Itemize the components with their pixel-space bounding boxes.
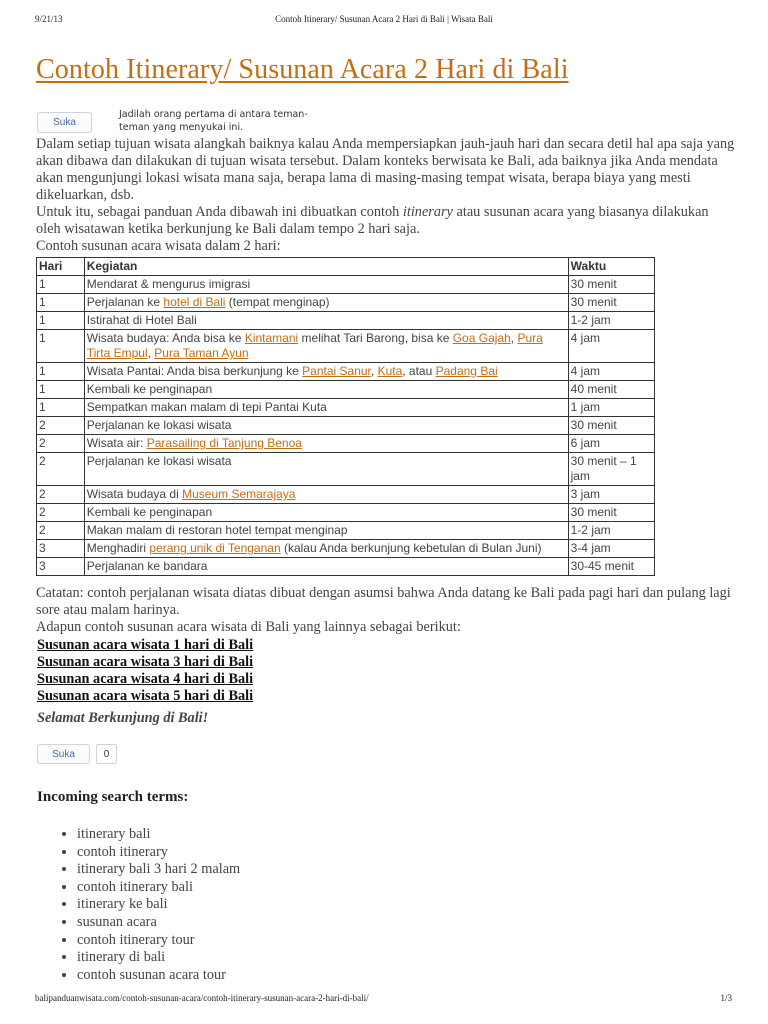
table-row: [37, 417, 655, 435]
like-button-bottom[interactable]: Suka: [37, 744, 90, 764]
cell-waktu: 4 jam: [568, 363, 654, 381]
cell-hari: 2: [37, 435, 85, 453]
place-link[interactable]: Kuta: [377, 364, 403, 378]
article-title[interactable]: Contoh Itinerary/ Susunan Acara 2 Hari di Bali: [36, 54, 569, 85]
cell-hari: 3: [37, 540, 85, 558]
cell-waktu: 30 menit – 1 jam: [568, 453, 654, 486]
print-page-title: Contoh Itinerary/ Susunan Acara 2 Hari di Bali | Wisata Bali: [275, 14, 493, 24]
header-hari: Hari: [37, 258, 85, 276]
place-link[interactable]: Kintamani: [244, 331, 299, 345]
cell-waktu: 30 menit: [568, 504, 654, 522]
itinerary-term: itinerary: [402, 204, 453, 220]
cell-waktu: 30 menit: [568, 294, 654, 312]
itinerary-text-b: atau susunan acara yang biasanya dilakukan oleh wisatawan ketika berkunjung ke Bali dalam tempo 2 hari saja.: [36, 204, 709, 237]
cell-hari: 1: [37, 294, 85, 312]
search-term-item: • itinerary bali 3 hari 2 malam: [77, 861, 240, 879]
activity-text: Wisata budaya di: [86, 487, 183, 501]
search-terms-list: [45, 826, 240, 984]
cell-waktu: 3-4 jam: [568, 540, 654, 558]
table-row: [37, 540, 655, 558]
table-row: [37, 522, 655, 540]
cell-kegiatan: [84, 276, 568, 294]
activity-text: Kembali ke penginapan: [86, 382, 213, 396]
activity-text: Perjalanan ke bandara: [86, 559, 208, 573]
search-term-item: • contoh itinerary bali: [77, 879, 240, 897]
cell-kegiatan: [84, 330, 568, 363]
cell-kegiatan: [84, 417, 568, 435]
activity-text: (tempat menginap): [225, 295, 330, 309]
cell-waktu: 4 jam: [568, 330, 654, 363]
place-link[interactable]: Goa Gajah: [452, 331, 511, 345]
cell-kegiatan: [84, 486, 568, 504]
itinerary-paragraph: [36, 204, 736, 238]
table-header-row: [37, 258, 655, 276]
print-page-number: 1/3: [720, 993, 732, 1003]
cell-hari: 2: [37, 522, 85, 540]
search-term-item: • itinerary bali: [77, 826, 240, 844]
intro-paragraph: Dalam setiap tujuan wisata alangkah baiknya kalau Anda mempersiapkan jauh-jauh hari dan secara detil hal apa saja yang akan dibawa dan dilakukan di tujuan wisata tersebut. Dalam konteks berwisata ke Bali, ada baiknya jika Anda mendata akan mengunjungi lokasi wisata mana saja, berapa lama di masing-masing tempat wisata, berapa biaya yang mesti dikeluarkan, dsb.: [36, 136, 735, 203]
activity-text: Istirahat di Hotel Bali: [86, 313, 197, 327]
activity-text: , atau: [402, 364, 436, 378]
social-like-text: Jadilah orang pertama di antara teman-teman yang menyukai ini.: [119, 109, 308, 133]
related-link-1-hari[interactable]: Susunan acara wisata 1 hari di Bali: [37, 637, 254, 653]
lainnya-text: Adapun contoh susunan acara wisata di Bali yang lainnya sebagai berikut:: [36, 619, 461, 635]
cell-hari: 1: [37, 363, 85, 381]
cell-waktu: 6 jam: [568, 435, 654, 453]
itinerary-table-body: [37, 276, 655, 576]
search-term-item: • contoh susunan acara tour: [77, 967, 240, 985]
itinerary-text-a: Untuk itu, sebagai panduan Anda dibawah ini dibuatkan contoh: [36, 204, 403, 220]
activity-text: Sempatkan makan malam di tepi Pantai Kuta: [86, 400, 327, 414]
cell-waktu: 1-2 jam: [568, 522, 654, 540]
itinerary-table: [36, 257, 655, 576]
activity-text: Makan malam di restoran hotel tempat menginap: [86, 523, 348, 537]
table-row: [37, 486, 655, 504]
search-term-item: • itinerary di bali: [77, 949, 240, 967]
notes-section: [36, 585, 736, 636]
place-link[interactable]: Museum Semarajaya: [182, 487, 296, 501]
cell-hari: 1: [37, 399, 85, 417]
cell-hari: 1: [37, 381, 85, 399]
activity-text: ,: [147, 346, 155, 360]
table-row: [37, 435, 655, 453]
cell-kegiatan: [84, 558, 568, 576]
cell-kegiatan: [84, 294, 568, 312]
search-term-item: • susunan acara: [77, 914, 240, 932]
table-row: [37, 363, 655, 381]
table-row: [37, 276, 655, 294]
cell-waktu: 3 jam: [568, 486, 654, 504]
activity-text: ,: [370, 364, 378, 378]
cell-hari: 3: [37, 558, 85, 576]
activity-text: Perjalanan ke: [86, 295, 164, 309]
cell-kegiatan: [84, 363, 568, 381]
cell-kegiatan: [84, 504, 568, 522]
print-date: 9/21/13: [35, 14, 63, 24]
place-link[interactable]: Pura Tirta Empul: [86, 331, 543, 360]
header-kegiatan: Kegiatan: [84, 258, 568, 276]
activity-text: Kembali ke penginapan: [86, 505, 213, 519]
cell-kegiatan: [84, 399, 568, 417]
activity-text: (kalau Anda berkunjung kebetulan di Bulan Juni): [280, 541, 542, 555]
place-link[interactable]: Padang Bai: [435, 364, 498, 378]
cell-waktu: 1 jam: [568, 399, 654, 417]
like-count: 0: [96, 744, 117, 764]
cell-kegiatan: [84, 522, 568, 540]
article-body: [36, 136, 736, 255]
catatan-text: Catatan: contoh perjalanan wisata diatas dibuat dengan asumsi bahwa Anda datang ke Bali pada pagi hari dan pulang lagi sore atau malam harinya.: [36, 585, 731, 618]
place-link[interactable]: hotel di Bali: [163, 295, 226, 309]
table-row: [37, 453, 655, 486]
closing-greeting: Selamat Berkunjung di Bali!: [37, 710, 209, 726]
table-row: [37, 504, 655, 522]
activity-text: Perjalanan ke lokasi wisata: [86, 418, 232, 432]
search-term-item: • itinerary ke bali: [77, 896, 240, 914]
like-button[interactable]: Suka: [37, 112, 92, 133]
cell-hari: 2: [37, 486, 85, 504]
print-url: balipanduanwisata.com/contoh-susunan-acara/contoh-itinerary-susunan-acara-2-hari-di-bali/: [35, 993, 369, 1003]
place-link[interactable]: perang unik di Tenganan: [149, 541, 281, 555]
cell-waktu: 1-2 jam: [568, 312, 654, 330]
place-link[interactable]: Pantai Sanur: [302, 364, 371, 378]
cell-hari: 2: [37, 504, 85, 522]
cell-kegiatan: [84, 381, 568, 399]
activity-text: melihat Tari Barong, bisa ke: [298, 331, 453, 345]
activity-text: Wisata budaya: Anda bisa ke: [86, 331, 245, 345]
cell-waktu: 30 menit: [568, 417, 654, 435]
cell-waktu: 30 menit: [568, 276, 654, 294]
cell-kegiatan: [84, 453, 568, 486]
place-link[interactable]: Parasailing di Tanjung Benoa: [146, 436, 302, 450]
search-terms-heading: Incoming search terms:: [37, 789, 189, 805]
header-waktu: Waktu: [568, 258, 654, 276]
table-row: [37, 558, 655, 576]
table-row: [37, 312, 655, 330]
cell-kegiatan: [84, 540, 568, 558]
search-term-item: • contoh itinerary tour: [77, 932, 240, 950]
cell-hari: 2: [37, 417, 85, 435]
activity-text: Wisata air:: [86, 436, 147, 450]
cell-hari: 1: [37, 330, 85, 363]
activity-text: Perjalanan ke lokasi wisata: [86, 454, 232, 468]
activity-text: Menghadiri: [86, 541, 150, 555]
cell-waktu: 30-45 menit: [568, 558, 654, 576]
cell-hari: 1: [37, 312, 85, 330]
activity-text: Wisata Pantai: Anda bisa berkunjung ke: [86, 364, 303, 378]
related-links: [37, 637, 253, 705]
table-intro: Contoh susunan acara wisata dalam 2 hari:: [36, 238, 281, 254]
table-row: [37, 381, 655, 399]
cell-kegiatan: [84, 435, 568, 453]
place-link[interactable]: Pura Taman Ayun: [154, 346, 249, 360]
cell-hari: 2: [37, 453, 85, 486]
cell-hari: 1: [37, 276, 85, 294]
related-link-3-hari[interactable]: Susunan acara wisata 3 hari di Bali: [37, 654, 254, 670]
activity-text: Mendarat & mengurus imigrasi: [86, 277, 251, 291]
search-term-item: • contoh itinerary: [77, 844, 240, 862]
cell-waktu: 40 menit: [568, 381, 654, 399]
related-link-4-hari[interactable]: Susunan acara wisata 4 hari di Bali: [37, 671, 254, 687]
table-row: [37, 294, 655, 312]
related-link-5-hari[interactable]: Susunan acara wisata 5 hari di Bali: [37, 688, 254, 704]
cell-kegiatan: [84, 312, 568, 330]
table-row: [37, 330, 655, 363]
activity-text: ,: [510, 331, 518, 345]
table-row: [37, 399, 655, 417]
